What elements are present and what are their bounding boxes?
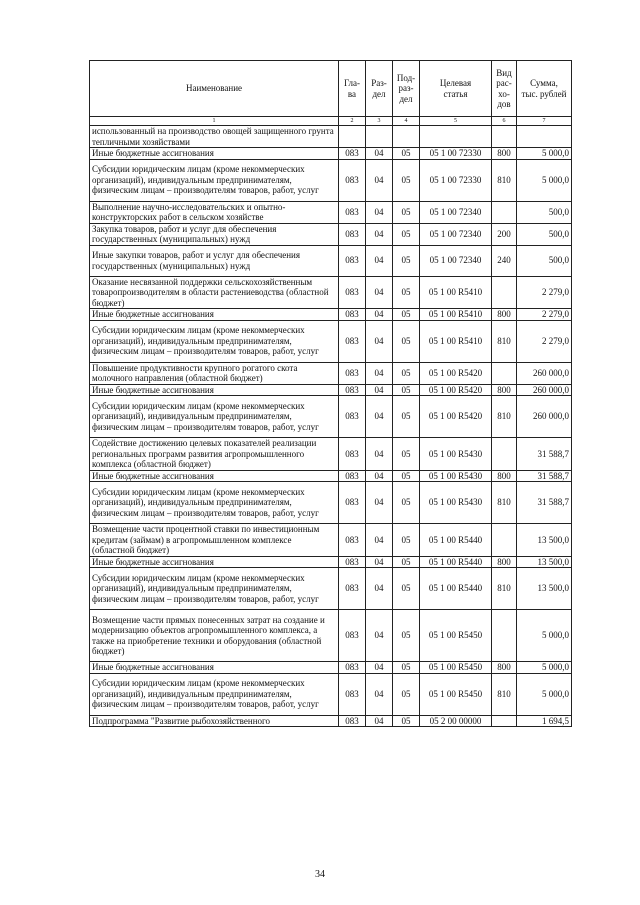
row-podrazdel-cell: 05 [393,276,420,309]
row-podrazdel-cell: 05 [393,482,420,524]
row-sum-cell: 500,0 [517,201,572,223]
row-glava-cell: 083 [339,159,366,201]
column-number: 6 [492,117,517,126]
row-glava-cell: 083 [339,556,366,568]
row-vid-cell [492,126,517,148]
row-target-cell: 05 1 00 R5450 [420,610,492,662]
row-glava-cell: 083 [339,673,366,715]
row-name-cell: использованный на производство овощей защищенного грунта тепличными хозяйствами [90,126,339,148]
column-number: 7 [517,117,572,126]
row-target-cell: 05 1 00 72330 [420,159,492,201]
column-number: 1 [90,117,339,126]
row-glava-cell: 083 [339,309,366,321]
row-razdel-cell: 04 [366,662,393,674]
page-number: 34 [315,869,325,880]
row-razdel-cell: 04 [366,610,393,662]
row-vid-cell [492,438,517,471]
row-podrazdel-cell: 05 [393,201,420,223]
row-sum-cell: 500,0 [517,245,572,276]
row-razdel-cell: 04 [366,276,393,309]
table-row [90,610,572,662]
row-name-cell: Иные бюджетные ассигнования [90,309,339,321]
column-number: 3 [366,117,393,126]
row-razdel-cell [366,126,393,148]
row-glava-cell: 083 [339,201,366,223]
row-razdel-cell: 04 [366,524,393,557]
row-name-cell: Оказание несвязанной поддержки сельскохозяйственным товаропроизводителям в области растениеводства (областной бюджет) [90,276,339,309]
row-sum-cell: 31 588,7 [517,438,572,471]
row-sum-cell: 5 000,0 [517,610,572,662]
table-row [90,715,572,727]
row-name-cell: Иные бюджетные ассигнования [90,470,339,482]
row-glava-cell: 083 [339,610,366,662]
row-name-cell: Возмещение части процентной ставки по инвестиционным кредитам (займам) в агропромышленном комплексе (областной бюджет) [90,524,339,557]
row-name-cell: Повышение продуктивности крупного рогатого скота молочного направления (областной бюджет) [90,362,339,384]
row-sum-cell: 260 000,0 [517,362,572,384]
row-sum-cell: 1 694,5 [517,715,572,727]
row-podrazdel-cell: 05 [393,470,420,482]
table-row [90,673,572,715]
row-podrazdel-cell: 05 [393,245,420,276]
column-number: 5 [420,117,492,126]
row-glava-cell [339,126,366,148]
row-vid-cell: 800 [492,662,517,674]
row-name-cell: Субсидии юридическим лицам (кроме некоммерческих организаций), индивидуальным предпринимателям, физическим лицам – производителям товаров, работ, услуг [90,320,339,362]
row-podrazdel-cell: 05 [393,309,420,321]
table-row [90,320,572,362]
row-glava-cell: 083 [339,662,366,674]
row-glava-cell: 083 [339,470,366,482]
row-podrazdel-cell: 05 [393,524,420,557]
row-sum-cell: 13 500,0 [517,568,572,610]
row-vid-cell [492,362,517,384]
row-sum-cell: 2 279,0 [517,276,572,309]
row-vid-cell: 240 [492,245,517,276]
row-razdel-cell: 04 [366,482,393,524]
row-target-cell: 05 1 00 R5450 [420,673,492,715]
row-podrazdel-cell: 05 [393,223,420,245]
row-name-cell: Возмещение части прямых понесенных затрат на создание и модернизацию объектов агропромышленного комплекса, а также на приобретение техники и оборудования (областной бюджет) [90,610,339,662]
row-razdel-cell: 04 [366,715,393,727]
row-sum-cell: 500,0 [517,223,572,245]
row-podrazdel-cell: 05 [393,610,420,662]
row-vid-cell: 810 [492,396,517,438]
row-name-cell: Иные бюджетные ассигнования [90,384,339,396]
row-target-cell: 05 1 00 R5410 [420,320,492,362]
row-vid-cell: 200 [492,223,517,245]
row-name-cell: Закупка товаров, работ и услуг для обеспечения государственных (муниципальных) нужд [90,223,339,245]
header-razdel: Раз- дел [366,61,393,117]
row-target-cell: 05 1 00 R5420 [420,362,492,384]
table-row [90,662,572,674]
row-name-cell: Субсидии юридическим лицам (кроме некоммерческих организаций), индивидуальным предпринимателям, физическим лицам – производителям товаров, работ, услуг [90,159,339,201]
row-podrazdel-cell: 05 [393,384,420,396]
row-name-cell: Субсидии юридическим лицам (кроме некоммерческих организаций), индивидуальным предпринимателям, физическим лицам – производителям товаров, работ, услуг [90,673,339,715]
table-row [90,245,572,276]
row-vid-cell: 800 [492,309,517,321]
row-razdel-cell: 04 [366,438,393,471]
row-razdel-cell: 04 [366,396,393,438]
table-row [90,556,572,568]
row-glava-cell: 083 [339,320,366,362]
row-glava-cell: 083 [339,396,366,438]
row-vid-cell: 810 [492,320,517,362]
row-sum-cell [517,126,572,148]
table-row [90,148,572,160]
row-target-cell: 05 1 00 R5440 [420,524,492,557]
row-podrazdel-cell: 05 [393,662,420,674]
row-glava-cell: 083 [339,276,366,309]
row-glava-cell: 083 [339,362,366,384]
row-target-cell [420,126,492,148]
row-podrazdel-cell: 05 [393,320,420,362]
row-podrazdel-cell: 05 [393,159,420,201]
row-target-cell: 05 1 00 R5430 [420,470,492,482]
row-sum-cell: 13 500,0 [517,556,572,568]
row-target-cell: 05 1 00 72340 [420,245,492,276]
row-vid-cell: 810 [492,482,517,524]
row-vid-cell: 800 [492,384,517,396]
row-target-cell: 05 1 00 R5440 [420,568,492,610]
row-sum-cell: 260 000,0 [517,384,572,396]
row-podrazdel-cell: 05 [393,556,420,568]
row-target-cell: 05 1 00 R5440 [420,556,492,568]
row-sum-cell: 5 000,0 [517,673,572,715]
row-sum-cell: 5 000,0 [517,662,572,674]
row-glava-cell: 083 [339,384,366,396]
row-vid-cell [492,201,517,223]
row-target-cell: 05 1 00 R5420 [420,384,492,396]
budget-table [89,60,572,727]
row-glava-cell: 083 [339,482,366,524]
row-razdel-cell: 04 [366,673,393,715]
header-vid: Вид рас- хо- дов [492,61,517,117]
row-name-cell: Подпрограмма "Развитие рыбохозяйственного [90,715,339,727]
row-vid-cell: 800 [492,556,517,568]
row-name-cell: Иные бюджетные ассигнования [90,556,339,568]
row-razdel-cell: 04 [366,568,393,610]
header-name: Наименование [90,61,339,117]
row-target-cell: 05 1 00 R5450 [420,662,492,674]
header-glava: Гла- ва [339,61,366,117]
table-row [90,482,572,524]
column-number: 2 [339,117,366,126]
column-number: 4 [393,117,420,126]
table-row [90,126,572,148]
row-razdel-cell: 04 [366,362,393,384]
row-target-cell: 05 1 00 R5430 [420,482,492,524]
row-razdel-cell: 04 [366,384,393,396]
row-vid-cell: 800 [492,470,517,482]
row-target-cell: 05 1 00 72340 [420,201,492,223]
header-target: Целевая статья [420,61,492,117]
table-row [90,159,572,201]
table-row [90,568,572,610]
row-sum-cell: 13 500,0 [517,524,572,557]
row-name-cell: Субсидии юридическим лицам (кроме некоммерческих организаций), индивидуальным предпринимателям, физическим лицам – производителям товаров, работ, услуг [90,568,339,610]
row-podrazdel-cell: 05 [393,362,420,384]
row-glava-cell: 083 [339,715,366,727]
row-name-cell: Иные бюджетные ассигнования [90,662,339,674]
row-name-cell: Субсидии юридическим лицам (кроме некоммерческих организаций), индивидуальным предпринимателям, физическим лицам – производителям товаров, работ, услуг [90,482,339,524]
row-name-cell: Иные закупки товаров, работ и услуг для обеспечения государственных (муниципальных) нужд [90,245,339,276]
row-vid-cell [492,715,517,727]
row-razdel-cell: 04 [366,201,393,223]
row-podrazdel-cell: 05 [393,568,420,610]
row-vid-cell [492,276,517,309]
header-podrazdel: Под- раз- дел [393,61,420,117]
row-podrazdel-cell: 05 [393,148,420,160]
header-sum: Сумма, тыс. рублей [517,61,572,117]
row-vid-cell: 810 [492,159,517,201]
table-row [90,362,572,384]
table-row [90,438,572,471]
table-body [90,126,572,727]
row-razdel-cell: 04 [366,148,393,160]
row-glava-cell: 083 [339,148,366,160]
row-vid-cell [492,610,517,662]
table-row [90,524,572,557]
row-podrazdel-cell: 05 [393,396,420,438]
table-row [90,201,572,223]
row-sum-cell: 2 279,0 [517,309,572,321]
row-glava-cell: 083 [339,223,366,245]
row-glava-cell: 083 [339,245,366,276]
row-target-cell: 05 1 00 R5410 [420,309,492,321]
row-target-cell: 05 2 00 00000 [420,715,492,727]
row-sum-cell: 31 588,7 [517,482,572,524]
row-podrazdel-cell: 05 [393,438,420,471]
table-row [90,396,572,438]
table-row [90,276,572,309]
row-name-cell: Содействие достижению целевых показателей реализации региональных программ развития агропромышленного комплекса (областной бюджет) [90,438,339,471]
row-sum-cell: 31 588,7 [517,470,572,482]
column-numbers-row [90,117,572,126]
row-podrazdel-cell [393,126,420,148]
row-sum-cell: 260 000,0 [517,396,572,438]
row-razdel-cell: 04 [366,309,393,321]
table-row [90,384,572,396]
row-target-cell: 05 1 00 R5430 [420,438,492,471]
row-razdel-cell: 04 [366,159,393,201]
row-razdel-cell: 04 [366,223,393,245]
table-row [90,223,572,245]
row-target-cell: 05 1 00 R5410 [420,276,492,309]
row-razdel-cell: 04 [366,556,393,568]
row-sum-cell: 5 000,0 [517,148,572,160]
row-name-cell: Иные бюджетные ассигнования [90,148,339,160]
row-razdel-cell: 04 [366,320,393,362]
row-target-cell: 05 1 00 72330 [420,148,492,160]
row-razdel-cell: 04 [366,245,393,276]
table-row [90,470,572,482]
header-row [90,61,572,117]
row-podrazdel-cell: 05 [393,715,420,727]
row-target-cell: 05 1 00 72340 [420,223,492,245]
table-row [90,309,572,321]
row-glava-cell: 083 [339,438,366,471]
row-glava-cell: 083 [339,568,366,610]
row-name-cell: Выполнение научно-исследовательских и опытно-конструкторских работ в сельском хозяйстве [90,201,339,223]
row-vid-cell: 810 [492,673,517,715]
row-razdel-cell: 04 [366,470,393,482]
row-podrazdel-cell: 05 [393,673,420,715]
row-vid-cell [492,524,517,557]
row-glava-cell: 083 [339,524,366,557]
row-vid-cell: 810 [492,568,517,610]
row-name-cell: Субсидии юридическим лицам (кроме некоммерческих организаций), индивидуальным предпринимателям, физическим лицам – производителям товаров, работ, услуг [90,396,339,438]
row-target-cell: 05 1 00 R5420 [420,396,492,438]
row-vid-cell: 800 [492,148,517,160]
row-sum-cell: 2 279,0 [517,320,572,362]
row-sum-cell: 5 000,0 [517,159,572,201]
